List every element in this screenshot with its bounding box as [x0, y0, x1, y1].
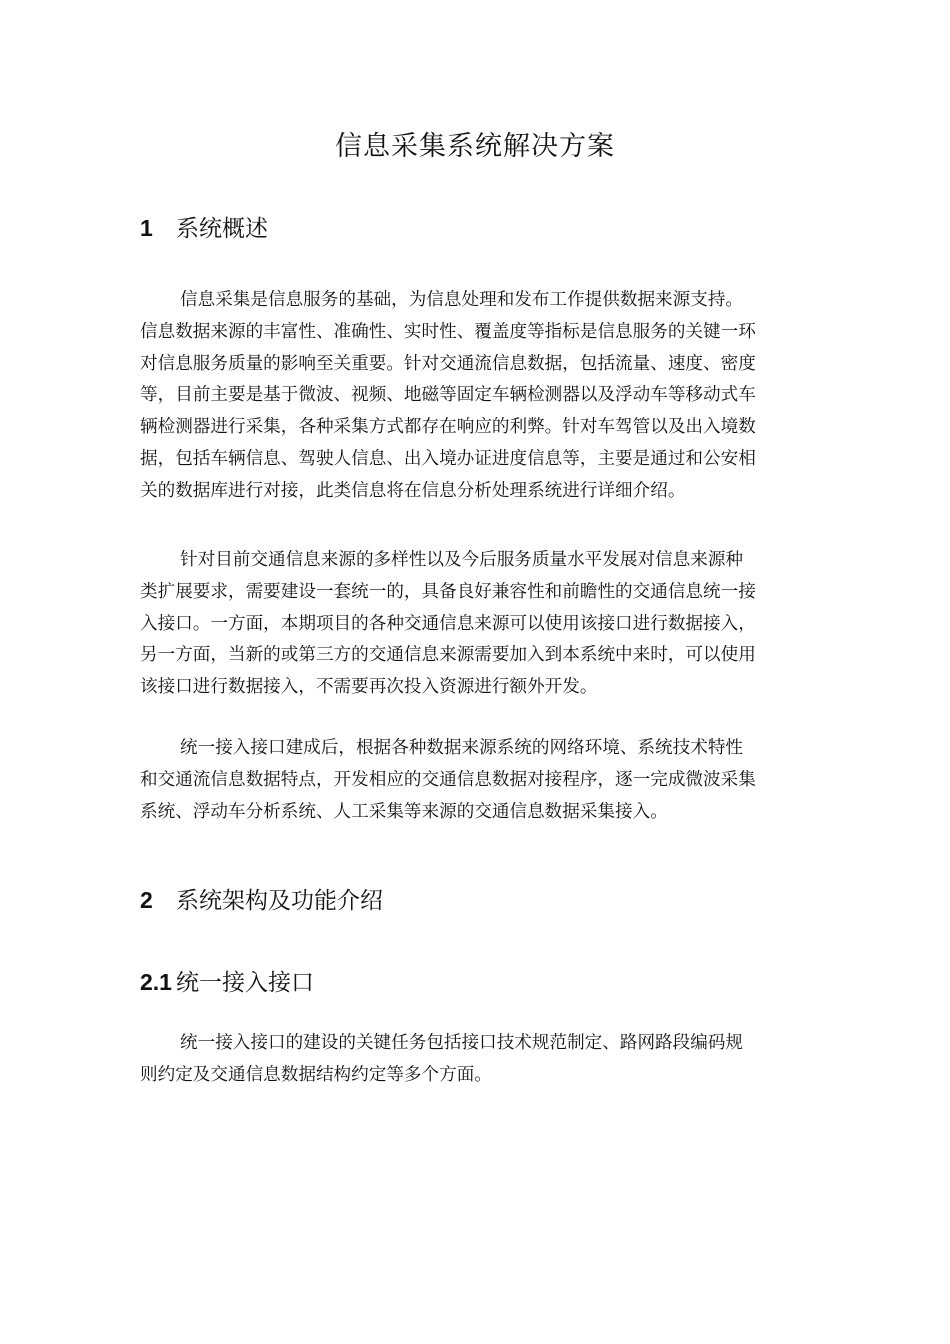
paragraph-line: 和交通流信息数据特点，开发相应的交通信息数据对接程序，逐一完成微波采集 [140, 769, 756, 790]
section-2-title: 系统架构及功能介绍 [176, 888, 383, 914]
document-title: 信息采集系统解决方案 [335, 131, 615, 162]
paragraph-line: 关的数据库进行对接，此类信息将在信息分析处理系统进行详细介绍。 [140, 480, 686, 501]
paragraph-line: 系统、浮动车分析系统、人工采集等来源的交通信息数据采集接入。 [140, 801, 668, 822]
paragraph-line: 据，包括车辆信息、驾驶人信息、出入境办证进度信息等，主要是通过和公安相 [140, 448, 756, 469]
paragraph-line: 针对目前交通信息来源的多样性以及今后服务质量水平发展对信息来源种 [180, 550, 744, 570]
paragraph-line: 类扩展要求，需要建设一套统一的，具备良好兼容性和前瞻性的交通信息统一接 [140, 581, 756, 602]
section-2-number: 2 [140, 887, 153, 913]
paragraph-line: 对信息服务质量的影响至关重要。针对交通流信息数据，包括流量、速度、密度 [140, 353, 756, 374]
paragraph-line: 该接口进行数据接入，不需要再次投入资源进行额外开发。 [140, 677, 598, 698]
subsection-2-1-title: 统一接入接口 [175, 970, 314, 996]
paragraph-line: 另一方面，当新的或第三方的交通信息来源需要加入到本系统中来时，可以使用 [140, 645, 756, 666]
subsection-2-1-paragraph [140, 1028, 820, 1092]
section-1-paragraph-1 [140, 285, 820, 508]
paragraph-line: 信息数据来源的丰富性、准确性、实时性、覆盖度等指标是信息服务的关键一环 [140, 321, 756, 342]
section-2-heading [140, 882, 383, 915]
paragraph-line: 辆检测器进行采集，各种采集方式都存在响应的利弊。针对车驾管以及出入境数 [140, 417, 756, 438]
paragraph-line: 等，目前主要是基于微波、视频、地磁等固定车辆检测器以及浮动车等移动式车 [140, 385, 756, 406]
section-1-paragraph-3 [140, 733, 820, 828]
section-1-heading [140, 210, 268, 243]
paragraph-line: 统一接入接口建成后，根据各种数据来源系统的网络环境、系统技术特性 [180, 738, 744, 758]
section-1-title: 系统概述 [176, 216, 268, 242]
paragraph-line: 则约定及交通信息数据结构约定等多个方面。 [140, 1064, 492, 1085]
subsection-2-1-heading [140, 964, 314, 997]
paragraph-line: 信息采集是信息服务的基础，为信息处理和发布工作提供数据来源支持。 [180, 290, 744, 310]
section-1-number: 1 [140, 215, 153, 241]
paragraph-line: 统一接入接口的建设的关键任务包括接口技术规范制定、路网路段编码规 [180, 1033, 744, 1053]
section-1-paragraph-2 [140, 545, 820, 704]
subsection-2-1-number: 2.1 [140, 969, 172, 995]
paragraph-line: 入接口。一方面，本期项目的各种交通信息来源可以使用该接口进行数据接入， [140, 613, 756, 634]
